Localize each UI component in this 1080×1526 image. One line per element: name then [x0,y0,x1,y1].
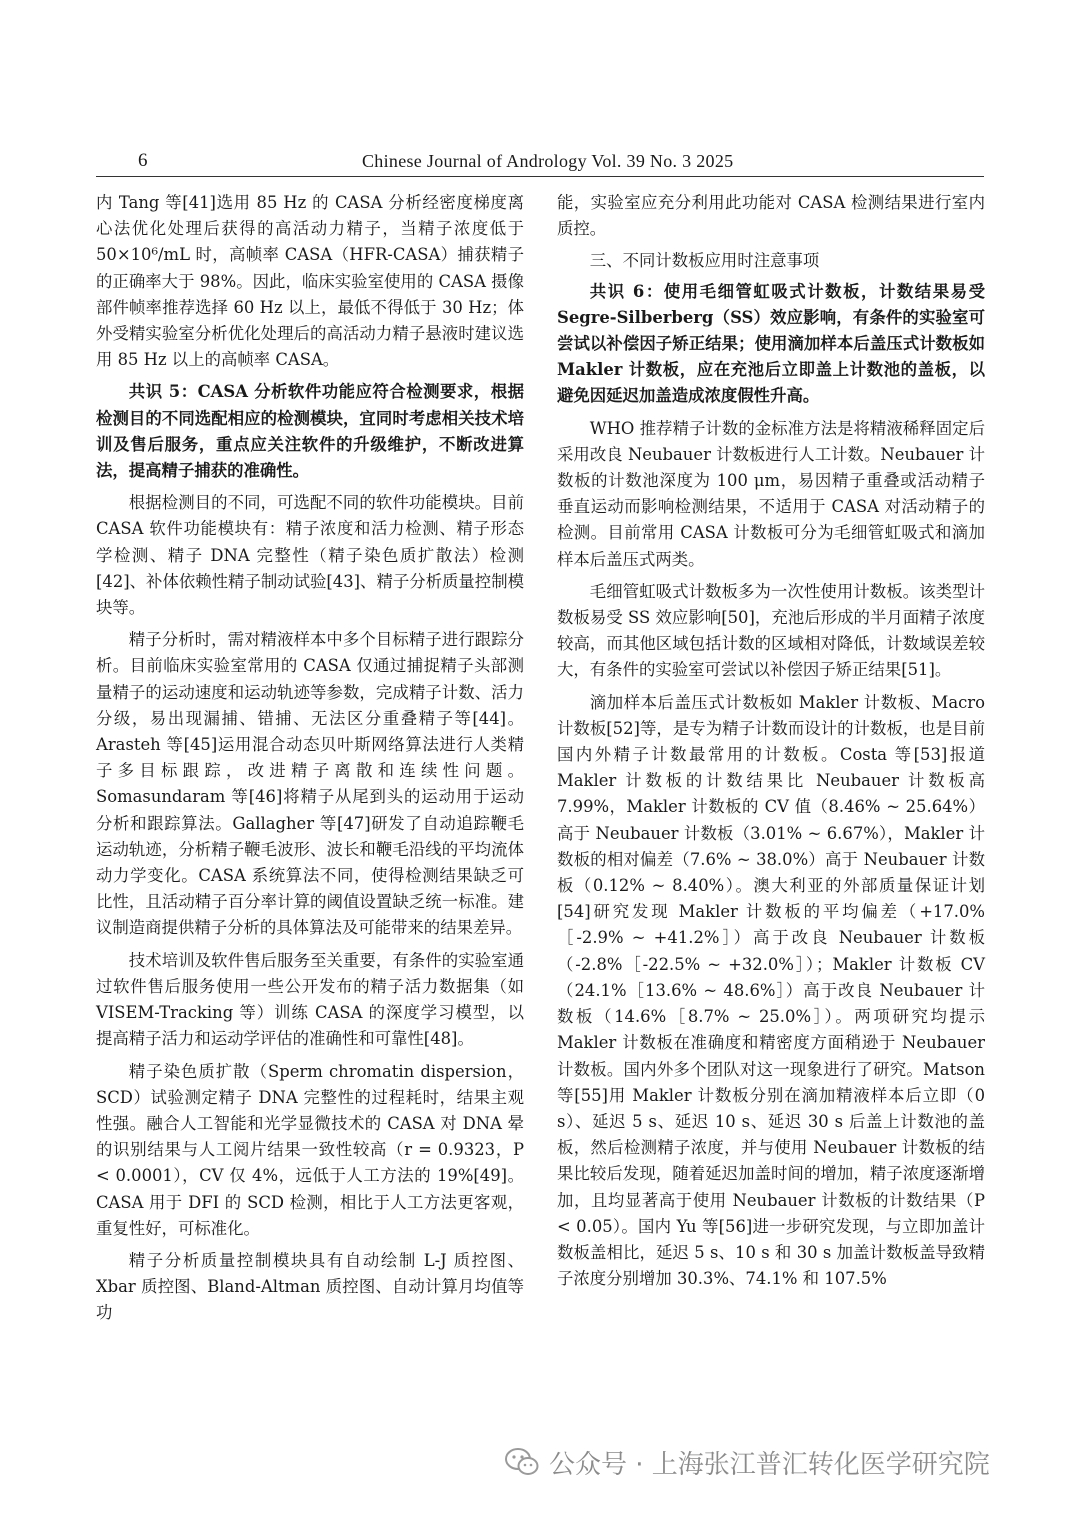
paragraph: 滴加样本后盖压式计数板如 Makler 计数板、Macro 计数板[52]等，是专为精子计数而设计的计数板，也是目前国内外精子计数最常用的计数板。Costa 等[53]报道 Makler 计数板的计数结果比 Neubauer 计数板高 7.99%，Makler 计数板的 CV 值（8.46% ~ 25.64%）高于 Neubauer 计数板（3.01% ~ 6.67%），Makler 计数板的相对偏差（7.6% ~ 38.0%）高于 Neubauer 计数板（0.12% ~ 8.40%）。澳大利亚的外部质量保证计划[54]研究发现 Makler 计数板的平均偏差（+17.0%［-2.9% ~ +41.2%］）高于改良 Neubauer 计数板（-2.8%［-22.5% ~ +32.0%］）；Makler 计数板 CV（24.1%［13.6% ~ 48.6%］）高于改良 Neubauer 计数板（14.6%［8.7% ~ 25.0%］）。两项研究均提示 Makler 计数板在准确度和精密度方面稍逊于 Neubauer 计数板。国内外多个团队对这一现象进行了研究。Matson 等[55]用 Makler 计数板分别在滴加精液样本后立即（0 s）、延迟 5 s、延迟 10 s、延迟 30 s 后盖上计数池的盖板，然后检测精子浓度，并与使用 Neubauer 计数板的结果比较后发现，随着延迟加盖时间的增加，精子浓度逐渐增加，且均显著高于使用 Neubauer 计数板的计数结果（P < 0.05）。国内 Yu 等[56]进一步研究发现，与立即加盖计数板盖相比，延迟 5 s、10 s 和 30 s 加盖计数板盖导致精子浓度分别增加 30.3%、74.1% 和 107.5% [557,692,985,1289]
consensus-6: 共识 6：使用毛细管虹吸式计数板，计数结果易受 Segre-Silberberg（SS）效应影响，有条件的实验室可尝试以补偿因子矫正结果；使用滴加样本后盖压式计数板如 Makler 计数板，应在充池后立即盖上计数池的盖板，以避免因延迟加盖造成浓度假性升高。 [557,281,985,406]
footer-text: 公众号 · 上海张江普汇转化医学研究院 [549,1449,990,1480]
right-column [557,190,985,1292]
paragraph: 毛细管虹吸式计数板多为一次性使用计数板。该类型计数板易受 SS 效应影响[50]，充池后形成的半月面精子浓度较高，而其他区域包括计数的区域相对降低，计数域误差较大，有条件的实验室可尝试以补偿因子矫正结果[51]。 [557,581,985,680]
paragraph: 技术培训及软件售后服务至关重要，有条件的实验室通过软件售后服务使用一些公开发布的精子活力数据集（如 VISEM-Tracking 等）训练 CASA 的深度学习模型，以提高精子活力和运动学评估的准确性和可靠性[48]。 [96,950,524,1049]
paragraph: 能，实验室应充分利用此功能对 CASA 检测结果进行室内质控。 [557,193,985,239]
page-number: 6 [138,150,148,171]
watermark-footer [505,1436,1065,1488]
journal-title: Chinese Journal of Andrology Vol. 39 No. 3 2025 [362,151,734,171]
paragraph: WHO 推荐精子计数的金标准方法是将精液稀释固定后采用改良 Neubauer 计数板进行人工计数。Neubauer 计数板的计数池深度为 100 μm，易因精子重叠或活动精子垂直运动而影响检测结果，不适用于 CASA 对活动精子的检测。目前常用 CASA 计数板可分为毛细管虹吸式和滴加样本后盖压式两类。 [557,418,985,569]
running-header [96,150,984,177]
section-heading: 三、不同计数板应用时注意事项 [589,251,820,271]
paragraph: 精子分析时，需对精液样本中多个目标精子进行跟踪分析。目前临床实验室常用的 CASA 仅通过捕捉精子头部测量精子的运动速度和运动轨迹等参数，完成精子计数、活力分级，易出现漏捕、错捕、无法区分重叠精子等[44]。Arasteh 等[45]运用混合动态贝叶斯网络算法进行人类精子多目标跟踪，改进精子离散和连续性问题。Somasundaram 等[46]将精子从尾到头的运动用于运动分析和跟踪算法。Gallagher 等[47]研发了自动追踪鞭毛运动轨迹，分析精子鞭毛波形、波长和鞭毛沿线的平均流体动力学变化。CASA 系统算法不同，使得检测结果缺乏可比性，且活动精子百分率计算的阈值设置缺乏统一标准。建议制造商提供精子分析的具体算法及可能带来的结果差异。 [96,630,524,938]
paragraph: 精子染色质扩散（Sperm chromatin dispersion，SCD）试验测定精子 DNA 完整性的过程耗时，结果主观性强。融合人工智能和光学显微技术的 CASA 对 DNA 晕的识别结果与人工阅片结果一致性较高（r = 0.9323，P < 0.0001），CV 仅 4%，远低于人工方法的 19%[49]。CASA 用于 DFI 的 SCD 检测，相比于人工方法更客观，重复性好，可标准化。 [96,1061,524,1238]
paragraph: 精子分析质量控制模块具有自动绘制 L-J 质控图、Xbar 质控图、Bland-Altman 质控图、自动计算月均值等功 [96,1250,524,1323]
left-column [96,190,524,1327]
paragraph: 根据检测目的不同，可选配不同的软件功能模块。目前 CASA 软件功能模块有：精子浓度和活力检测、精子形态学检测、精子 DNA 完整性（精子染色质扩散法）检测[42]、补体依赖性精子制动试验[43]、精子分析质量控制模块等。 [96,493,524,618]
paragraph: 内 Tang 等[41]选用 85 Hz 的 CASA 分析经密度梯度离心法优化处理后获得的高活动力精子，当精子浓度低于 50×10⁶/mL 时，高帧率 CASA（HFR-CASA）捕获精子的正确率大于 98%。因此，临床实验室使用的 CASA 摄像部件帧率推荐选择 60 Hz 以上，最低不得低于 30 Hz；体外受精实验室分析优化处理后的高活动力精子悬液时建议选用 85 Hz 以上的高帧率 CASA。 [96,193,524,370]
consensus-5: 共识 5：CASA 分析软件功能应符合检测要求，根据检测目的不同选配相应的检测模块，宜同时考虑相关技术培训及售后服务，重点应关注软件的升级维护，不断改进算法，提高精子捕获的准确性。 [96,382,524,481]
wechat-icon [505,1447,539,1477]
